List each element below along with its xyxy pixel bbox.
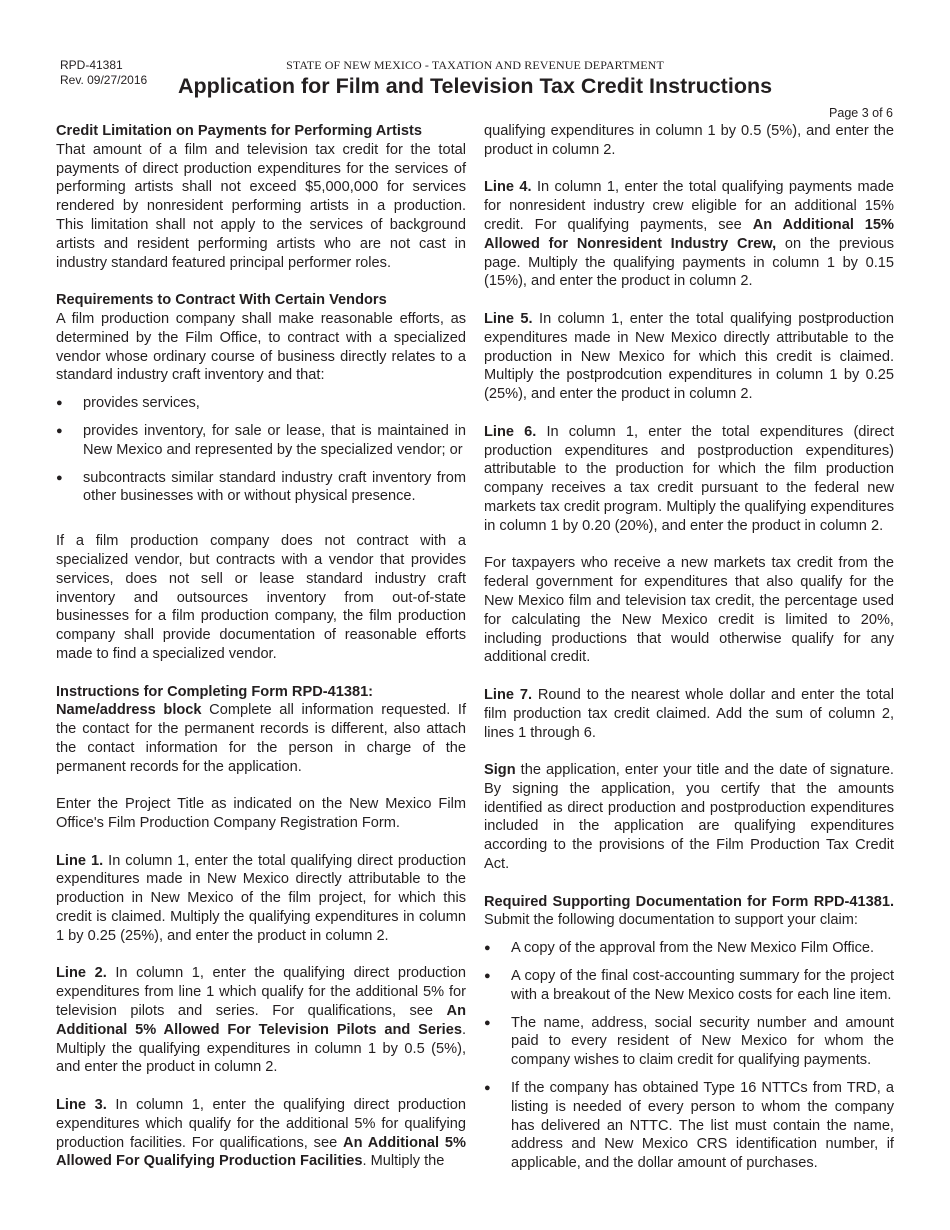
name-block-label: Name/address block <box>56 702 202 719</box>
list-item: ● The name, address, social security number and amount paid to every resident of New Mexico for whom the company wishes to claim credit for qualifying payments. <box>484 1014 894 1070</box>
instructions-heading: Instructions for Completing Form RPD-41381: <box>56 683 374 700</box>
credit-limitation-section <box>56 122 466 272</box>
line-4-body: In column 1, enter the total qualifying payments made for nonresident industry crew eligible for an additional 15% credit. For qualifying payments, see <box>484 179 894 233</box>
list-item: ● provides services, <box>56 394 466 413</box>
line-6-instruction <box>484 423 894 536</box>
line-3-reference: An Additional 5% Allowed For Qualifying Production Facilities <box>56 1134 466 1170</box>
line-2-label: Line 2. <box>56 965 107 982</box>
list-item: ● If the company has obtained Type 16 NTTCs from TRD, a listing is needed of every person to whom the company has delivered an NTTC. The list must contain the name, address and New Mexico CRS identification number, if applicable, and the dollar amount of purchases. <box>484 1079 894 1173</box>
list-item: ● subcontracts similar standard industry craft inventory from other businesses with or without physical presence. <box>56 469 466 507</box>
project-title-instruction: Enter the Project Title as indicated on the New Mexico Film Office's Film Production Company Registration Form. <box>56 796 466 832</box>
line-3-label: Line 3. <box>56 1097 107 1114</box>
line-3-body-end: . Multiply the <box>362 1153 445 1170</box>
name-block-body: Complete all information requested. If the contact for the permanent records is different, also attach the contact information for the person in charge of the permanent records for the application. <box>56 702 466 775</box>
line-7-label: Line 7. <box>484 686 533 703</box>
line-5-instruction <box>484 310 894 404</box>
line-5-body: In column 1, enter the total qualifying postproduction expenditures made in New Mexico directly attributable to the production in New Mexico for which this credit is claimed. Multiply the postprodcution expenditures in column 1 by 0.25 (25%), and enter the product in column 2. <box>484 310 894 403</box>
line-5-label: Line 5. <box>484 310 533 327</box>
left-column <box>56 122 466 1190</box>
new-markets-note: For taxpayers who receive a new markets tax credit from the federal government for expenditures that also qualify for the New Mexico film and television tax credit, the percentage used for calculating the New Mexico credit is limited to 20%, including productions that would otherwise qualify for any additional credit. <box>484 555 894 666</box>
page-number: Page 3 of 6 <box>829 106 893 120</box>
sign-instruction <box>484 761 894 874</box>
line-3-body: In column 1, enter the qualifying direct production expenditures which qualify for the additional 5% for qualifying production facilities. For qualifications, see <box>56 1097 467 1151</box>
vendors-body: A film production company shall make reasonable efforts, as determined by the Film Office, to contract with a specialized vendor whose ordinary course of business directly relates to a standard industry craft inventory and that: <box>56 310 466 384</box>
supporting-docs-body: Submit the following documentation to support your claim: <box>484 912 858 929</box>
supporting-docs-heading: Required Supporting Documentation for Form RPD-41381. <box>484 893 894 910</box>
sign-label: Sign <box>484 762 516 779</box>
supporting-docs-list <box>484 939 894 1173</box>
line-2-body: In column 1, enter the qualifying direct production expenditures from line 1 which qualify for the additional 5% for television pilots and series. For qualifications, see <box>56 965 467 1020</box>
line-1-body: In column 1, enter the total qualifying direct production expenditures made in New Mexico directly attributable to the production in New Mexico of the film project, for which this credit is claimed. Multiply the qualifying expenditures in column 1 by 0.25 (25%), and enter the product in column 2. <box>56 852 466 944</box>
line-2-body-end: . Multiply the qualifying expenditures in column 1 by 0.5 (5%), and enter the product in column 2. <box>56 1021 466 1076</box>
line-2-reference: An Additional 5% Allowed For Television Pilots and Series <box>56 1003 466 1038</box>
right-column <box>484 122 894 1192</box>
department-name: STATE OF NEW MEXICO - TAXATION AND REVENUE DEPARTMENT <box>286 58 664 72</box>
line-4-reference: An Additional 15% Allowed for Nonresident Industry Crew, <box>484 216 894 252</box>
vendors-followup: If a film production company does not contract with a specialized vendor, but contracts with a vendor that provides services, does not sell or lease standard industry craft inventory and outsources inventory from out-of-state businesses for a film production company, the film production company shall provide documentation of reasonable efforts made to find a specialized vendor. <box>56 533 466 662</box>
line-3-instruction <box>56 1096 466 1171</box>
form-number: RPD-41381 <box>60 58 123 72</box>
list-item: ● A copy of the approval from the New Mexico Film Office. <box>484 939 894 958</box>
line-2-instruction <box>56 964 466 1077</box>
list-item: ● A copy of the final cost-accounting summary for the project with a breakout of the New Mexico costs for each line item. <box>484 967 894 1005</box>
page-title: Application for Film and Television Tax Credit Instructions <box>177 74 773 98</box>
line-4-label: Line 4. <box>484 179 532 196</box>
list-item: ● provides inventory, for sale or lease, that is maintained in New Mexico and represented by the specialized vendor; or <box>56 422 466 460</box>
supporting-docs-section <box>484 893 894 931</box>
line-1-label: Line 1. <box>56 852 104 869</box>
line-1-instruction <box>56 852 466 946</box>
vendor-requirements-list <box>56 394 466 506</box>
line-4-body-end: on the previous page. Multiply the qualifying payments in column 1 by 0.15 (15%), and enter the product in column 2. <box>484 235 894 290</box>
credit-limitation-heading: Credit Limitation on Payments for Performing Artists <box>56 123 422 139</box>
line-3-continued: qualifying expenditures in column 1 by 0.5 (5%), and enter the product in column 2. <box>484 123 894 158</box>
line-6-label: Line 6. <box>484 423 537 440</box>
credit-limitation-body: That amount of a film and television tax credit for the total payments of direct production expenditures for the services of performing artists shall not exceed $5,000,000 for services rendered by nonresident performing artists in a production. This limitation shall not apply to the services of background artists and resident performing artists who are not cast in industry standard featured principal performer roles. <box>56 141 466 271</box>
line-7-instruction <box>484 686 894 742</box>
line-7-body: Round to the nearest whole dollar and enter the total film production tax credit claimed. Add the sum of column 2, lines 1 through 6. <box>484 686 894 741</box>
revision-date: Rev. 09/27/2016 <box>60 73 148 87</box>
line-4-instruction <box>484 178 894 291</box>
line-6-body: In column 1, enter the total expenditures (direct production expenditures and postproduction expenditures) attributable to the production for which the film production company receives a tax credit pursuant to the federal new markets tax credit program. Multiply the qualifying expenditures in column 1 by 0.20 (20%), and enter the product in column 2. <box>484 423 894 534</box>
sign-body: the application, enter your title and the date of signature. By signing the application, you certify that the amounts identified as direct production and postproduction expenditures included in the application are qualifying expenditures according to the provisions of the Film Production Tax Credit Act. <box>484 762 894 873</box>
vendors-heading: Requirements to Contract With Certain Vendors <box>56 292 387 309</box>
vendors-section <box>56 291 466 385</box>
instructions-section <box>56 683 466 777</box>
